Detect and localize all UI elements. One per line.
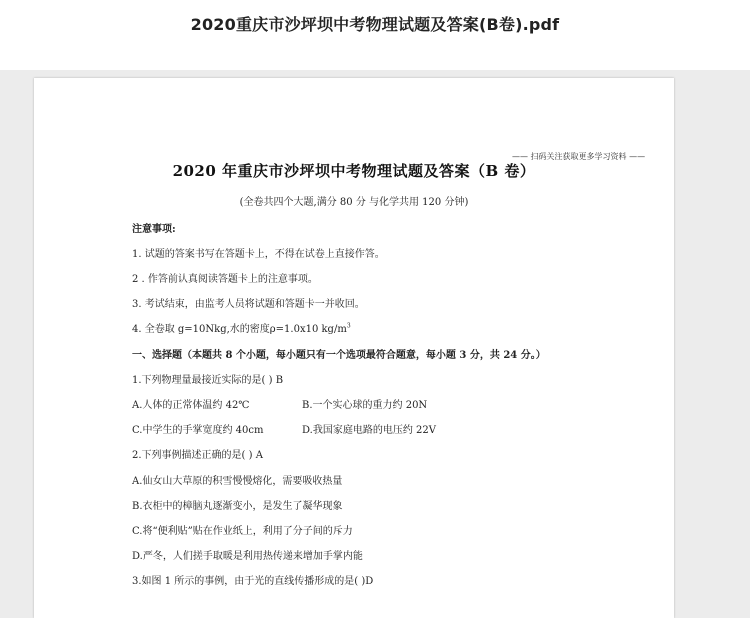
option-c: C.中学生的手掌宽度约 40cm (132, 425, 264, 436)
question-2-stem: 2.下列事例描述正确的是( ) A (132, 450, 263, 461)
question-2-option-b: B.衣柜中的樟脑丸逐渐变小，是发生了凝华现象 (132, 501, 343, 512)
document-subtitle: (全卷共四个大题,满分 80 分 与化学共用 120 分钟) (239, 197, 469, 208)
question-2-option-c: C.将“便利贴”贴在作业纸上，利用了分子间的斥力 (132, 526, 353, 537)
question-1-options-row-1 (132, 396, 428, 411)
document-title: 2020 年重庆市沙坪坝中考物理试题及答案（B 卷） (172, 162, 536, 180)
question-3-stem: 3.如图 1 所示的事例，由于光的直线传播形成的是( )D (132, 576, 374, 587)
question-2-option-a: A.仙女山大草原的积雪慢慢熔化，需要吸收热量 (132, 476, 343, 487)
question-1-stem: 1.下列物理量最接近实际的是( ) B (132, 375, 284, 386)
note-2: 2 . 作答前认真阅读答题卡上的注意事项。 (132, 274, 318, 285)
note-4: 4. 全卷取 g=10Nkg,水的密度ρ=1.0x10 $kg/m^3$ (132, 322, 351, 335)
note-3: 3. 考试结束，由监考人员将试题和答题卡一并收回。 (132, 299, 365, 310)
option-d: D.我国家庭电路的电压约 22V (302, 425, 436, 436)
question-1-options-row-2 (132, 421, 436, 436)
notes-heading: 注意事项: (132, 224, 176, 235)
pdf-page (34, 78, 674, 618)
note-1: 1. 试题的答案书写在答题卡上，不得在试卷上直接作答。 (132, 249, 385, 260)
viewer-header (0, 0, 750, 70)
question-2-option-d: D.严冬，人们搓手取暖是利用热传递来增加手掌内能 (132, 551, 363, 562)
watermark-text: —— 扫码关注获取更多学习资料 —— (512, 152, 646, 161)
option-b: B.一个实心球的重力约 20N (302, 400, 428, 411)
section-1-heading: 一、选择题（本题共 8 个小题，每小题只有一个选项最符合题意，每小题 3 分，共 24 分。） (132, 350, 546, 361)
option-a: A.人体的正常体温约 42℃ (132, 400, 250, 411)
file-title: 2020重庆市沙坪坝中考物理试题及答案(B卷).pdf (190, 15, 560, 34)
